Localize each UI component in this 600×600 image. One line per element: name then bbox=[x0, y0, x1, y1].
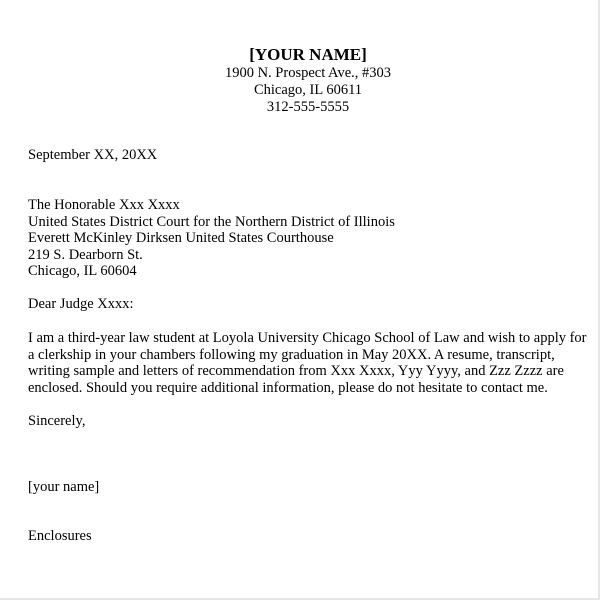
sender-address-line2: Chicago, IL 60611 bbox=[253, 82, 363, 98]
enclosures-note: Enclosures bbox=[28, 528, 92, 544]
recipient-line5: Chicago, IL 60604 bbox=[28, 263, 137, 279]
closing: Sincerely, bbox=[28, 413, 86, 429]
recipient-line2: United States District Court for the Northern District of Illinois bbox=[28, 213, 395, 230]
letter-header bbox=[0, 45, 600, 116]
recipient-address bbox=[28, 197, 395, 280]
sender-address-line1: 1900 N. Prospect Ave., #303 bbox=[224, 65, 392, 81]
letter-date: September XX, 20XX bbox=[28, 147, 158, 163]
recipient-line3: Everett McKinley Dirksen United States Courthouse bbox=[28, 230, 334, 246]
body-line1: I am a third-year law student at Loyola University Chicago School of Law and wish to apply for bbox=[28, 330, 587, 346]
signature-placeholder: [your name] bbox=[28, 479, 100, 495]
recipient-line1: The Honorable Xxx Xxxx bbox=[28, 197, 180, 213]
salutation: Dear Judge Xxxx: bbox=[28, 296, 134, 312]
recipient-line4: 219 S. Dearborn St. bbox=[28, 246, 143, 263]
body-line4: enclosed. Should you require additional information, please do not hesitate to contact me. bbox=[28, 379, 548, 396]
body-line2: a clerkship in your chambers following my graduation in May 20XX. A resume, transcript, bbox=[28, 346, 555, 363]
letter-body bbox=[28, 330, 587, 396]
sender-phone: 312-555-5555 bbox=[266, 99, 350, 115]
body-line3: writing sample and letters of recommendation from Xxx Xxxx, Yyy Yyyy, and Zzz Zzzz are bbox=[28, 363, 564, 379]
sender-name: [YOUR NAME] bbox=[249, 45, 367, 64]
